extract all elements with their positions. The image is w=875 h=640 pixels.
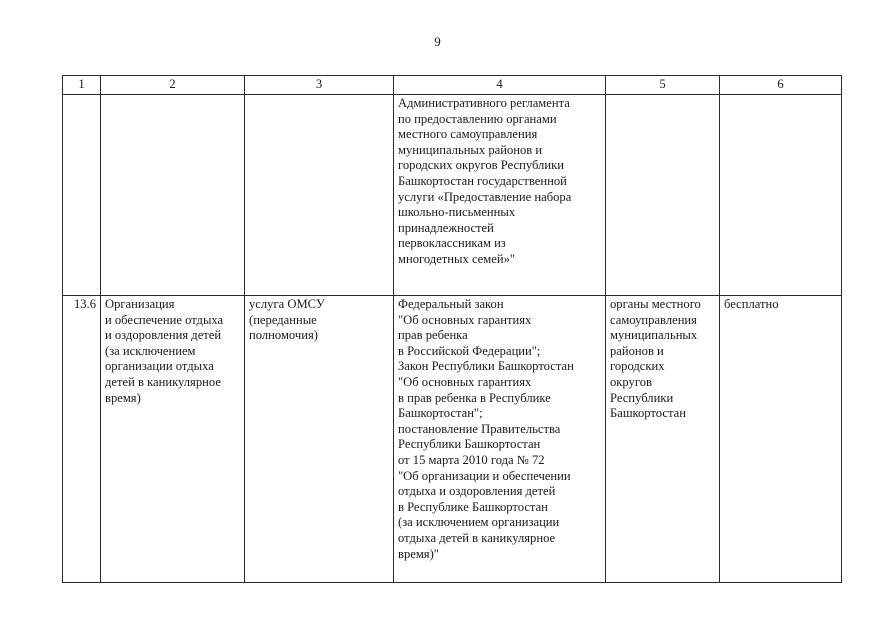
cell-text-line: Башкортостан [610,406,686,421]
cell-text-line: время) [105,390,141,405]
cell-text-line: в Российской Федерации"; [398,343,541,358]
legal-basis-cell [394,95,606,296]
column-header-6: 6 [720,76,842,95]
service-type-cell [245,296,394,583]
service-name-cell [101,95,245,296]
service-type-cell [245,95,394,296]
cell-text-line: услуга ОМСУ [249,297,325,311]
cell-text-line: и оздоровления детей [105,328,222,343]
cell-text-line: постановление Правительства [398,421,561,436]
cell-text-line: округов [610,374,652,389]
cell-text-line: Башкортостан государственной [398,173,567,188]
cell-text-line: отдыха и оздоровления детей [398,484,556,499]
cell-text-line: школьно-письменных [398,205,516,220]
cell-text-line: городских [610,359,665,374]
services-table [62,75,842,583]
cell-text-line: многодетных семей»" [398,251,516,266]
cell-text-line: "Об основных гарантиях [398,312,532,327]
cell-text-line: Республики Башкортостан [398,437,541,452]
cell-text-line: отдыха детей в каникулярное [398,530,556,545]
column-header-3: 3 [245,76,394,95]
header-row [63,76,842,95]
cell-text-line: органы местного [610,297,701,311]
cell-text-line: по предоставлению органами [398,111,557,126]
fee-cell [720,95,842,296]
cell-text-line: городских округов Республики [398,158,564,173]
cell-text-line: самоуправления [610,312,697,327]
cell-text-line: услуги «Предоставление набора [398,189,572,204]
row-number-cell [63,95,101,296]
column-header-5: 5 [606,76,720,95]
cell-text-line: от 15 марта 2010 года № 72 [398,452,545,467]
cell-text-line: детей в каникулярное [105,374,221,389]
cell-text-line: районов и [610,343,664,358]
provider-cell [606,95,720,296]
cell-text-line: Организация [105,297,175,311]
cell-text-line: принадлежностей [398,220,494,235]
cell-text-line: Административного регламента [398,96,570,110]
legal-basis-cell [394,296,606,583]
fee-cell: бесплатно [720,296,842,583]
cell-text-line: полномочия) [249,328,318,343]
column-header-4: 4 [394,76,606,95]
page-number: 9 [434,34,441,49]
table-row [63,95,842,296]
cell-text-line: организации отдыха [105,359,214,374]
cell-text-line: Закон Республики Башкортостан [398,359,574,374]
cell-text-line: прав ребенка [398,328,468,343]
cell-text-line: в Республике Башкортостан [398,499,548,514]
cell-text-line: в прав ребенка в Республике [398,390,551,405]
cell-text-line: местного самоуправления [398,127,538,142]
cell-text-line: и обеспечение отдыха [105,312,224,327]
cell-text-line: Федеральный закон [398,297,504,311]
table-row [63,296,842,583]
column-header-1: 1 [63,76,101,95]
cell-text-line: (за исключением [105,343,196,358]
cell-text-line: (за исключением организации [398,515,560,530]
cell-text-line: (переданные [249,312,317,327]
cell-text-line: время)" [398,546,439,561]
cell-text-line: "Об основных гарантиях [398,374,532,389]
cell-text-line: "Об организации и обеспечении [398,468,571,483]
column-header-2: 2 [101,76,245,95]
cell-text-line: Башкортостан"; [398,406,483,421]
cell-text-line: первоклассникам из [398,236,506,251]
row-number-cell: 13.6 [63,296,101,583]
cell-text-line: муниципальных [610,328,698,343]
service-name-cell [101,296,245,583]
cell-text-line: Республики [610,390,674,405]
provider-cell [606,296,720,583]
cell-text-line: муниципальных районов и [398,142,543,157]
